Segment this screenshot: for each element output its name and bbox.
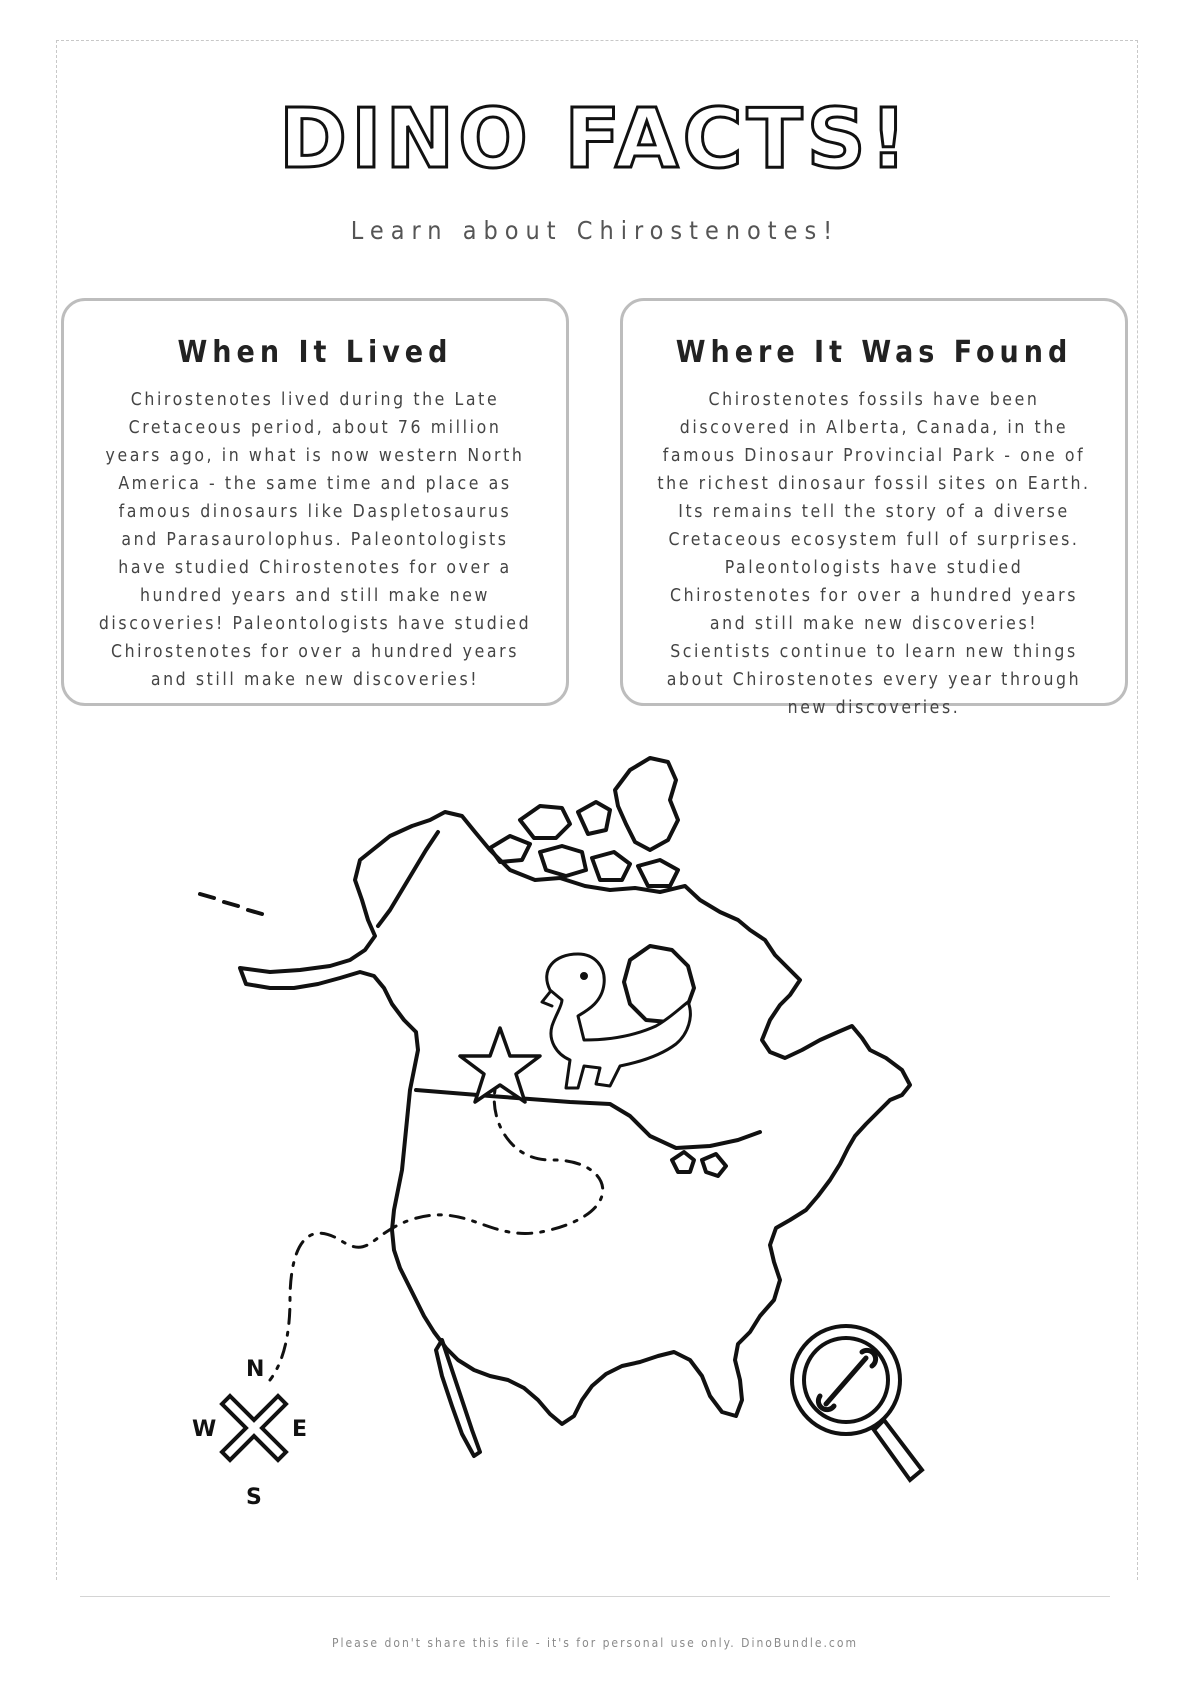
arctic-islands	[615, 758, 678, 850]
compass-north: N	[246, 1357, 265, 1382]
compass-icon	[192, 1357, 307, 1510]
map-illustration	[190, 740, 1020, 1560]
card-body: Chirostenotes lived during the Late Cretaceous period, about 76 million years ago, in what is now western North America - the same time and place as famous dinosaurs like Daspletosaurus and Parasaurolophus. Paleontologists have studied Chirostenotes for over a hundred years and still make new discoveries! Paleontologists have studied Chirostenotes for over a hundred years and still make new discoveries!	[98, 390, 532, 690]
bone-icon	[818, 1350, 875, 1409]
compass-west: W	[192, 1417, 217, 1442]
card-heading: Where It Was Found	[675, 335, 1073, 370]
footer-divider	[80, 1596, 1110, 1597]
dinosaur-icon	[542, 954, 690, 1088]
card-heading: When It Lived	[177, 335, 453, 370]
card-when-it-lived	[61, 298, 569, 706]
card-body: Chirostenotes fossils have been discovered in Alberta, Canada, in the famous Dinosaur Provincial Park - one of the richest dinosaur fossil sites on Earth. Its remains tell the story of a diverse Cretaceous ecosystem full of surprises. Paleontologists have studied Chirostenotes for over a hundred years and still make new discoveries! Scientists continue to learn new things about Chirostenotes every year through new discoveries.	[657, 390, 1091, 718]
alaska-border	[378, 832, 438, 926]
continent-outline	[240, 812, 910, 1424]
great-lakes	[672, 1152, 726, 1176]
compass-east: E	[292, 1417, 308, 1442]
card-where-it-was-found	[620, 298, 1128, 718]
magnifier-icon	[792, 1326, 922, 1480]
footer-note: Please don't share this file - it's for personal use only. DinoBundle.com	[332, 1636, 858, 1650]
us-canada-border	[416, 1090, 760, 1148]
page-title: DINO FACTS!	[278, 92, 912, 187]
star-icon	[460, 1028, 540, 1102]
page-subtitle: Learn about Chirostenotes!	[350, 216, 840, 245]
compass-south: S	[246, 1485, 262, 1510]
north-america-map	[190, 740, 1020, 1560]
